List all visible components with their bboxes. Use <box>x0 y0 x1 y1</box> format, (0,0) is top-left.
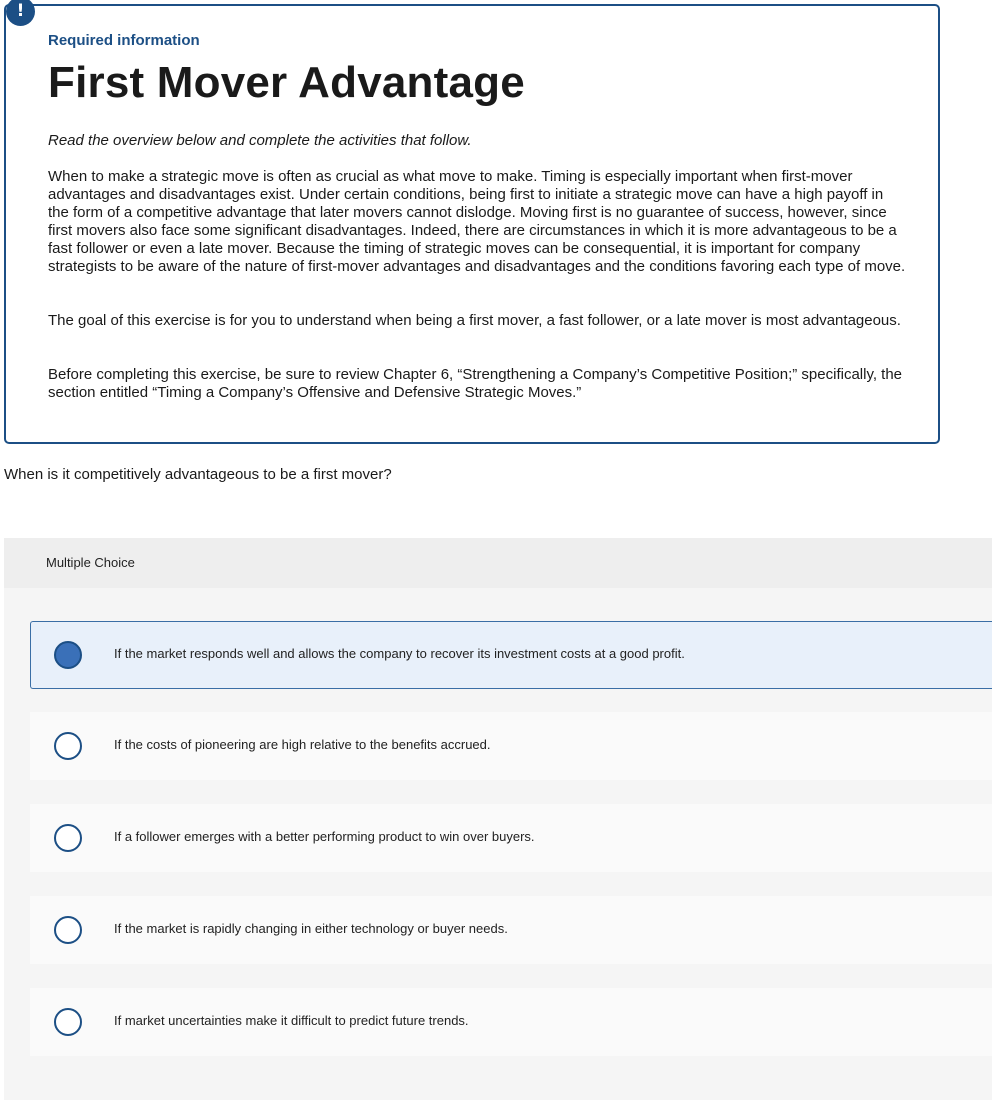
answer-option-2[interactable] <box>30 712 992 780</box>
required-info-panel <box>4 1 940 444</box>
answer-option-4[interactable] <box>30 896 992 964</box>
multiple-choice-header <box>4 538 992 588</box>
question-text: When is it competitively advantageous to be a first mover? <box>4 466 392 483</box>
alert-icon: ! <box>6 0 35 26</box>
review-paragraph: Before completing this exercise, be sure to review Chapter 6, “Strengthening a Company’s Competitive Position;” specifically, the section entitled “Timing a Company’s Offensive and Defensive Strategic Moves.” <box>48 366 903 401</box>
answer-option-label: If the market is rapidly changing in either technology or buyer needs. <box>114 921 508 936</box>
overview-paragraph: When to make a strategic move is often as crucial as what move to make. Timing is especially important when first-mover advantages and disadvantages exist. Under certain conditions, being first to initiate a strategic move can have a high payoff in the form of a competitive advantage that later movers cannot dislodge. Moving first is no guarantee of success, however, since first movers also face some significant disadvantages. Indeed, there are circumstances in which it is more advantageous to be a fast follower or even a late mover. Because the timing of strategic moves can be consequential, it is important for company strategists to be aware of the nature of first-mover advantages and disadvantages and the conditions favoring each type of move. <box>48 168 906 275</box>
radio-button[interactable] <box>54 732 82 760</box>
answer-option-label: If the market responds well and allows the company to recover its investment costs at a good profit. <box>114 646 685 661</box>
multiple-choice-label: Multiple Choice <box>46 555 135 570</box>
multiple-choice-panel <box>4 538 992 1100</box>
radio-button-selected[interactable] <box>54 641 82 669</box>
intro-text: Read the overview below and complete the activities that follow. <box>48 132 472 149</box>
radio-button[interactable] <box>54 1008 82 1036</box>
answer-option-label: If market uncertainties make it difficult to predict future trends. <box>114 1013 469 1028</box>
radio-button[interactable] <box>54 916 82 944</box>
answer-option-3[interactable] <box>30 804 992 872</box>
answer-option-label: If the costs of pioneering are high relative to the benefits accrued. <box>114 737 491 752</box>
page-title: First Mover Advantage <box>48 58 525 107</box>
answer-option-1[interactable] <box>30 621 992 689</box>
required-info-label: Required information <box>48 32 200 49</box>
goal-paragraph: The goal of this exercise is for you to understand when being a first mover, a fast follower, or a late mover is most advantageous. <box>48 312 901 329</box>
answer-option-label: If a follower emerges with a better performing product to win over buyers. <box>114 829 535 844</box>
radio-button[interactable] <box>54 824 82 852</box>
answer-option-5[interactable] <box>30 988 992 1056</box>
